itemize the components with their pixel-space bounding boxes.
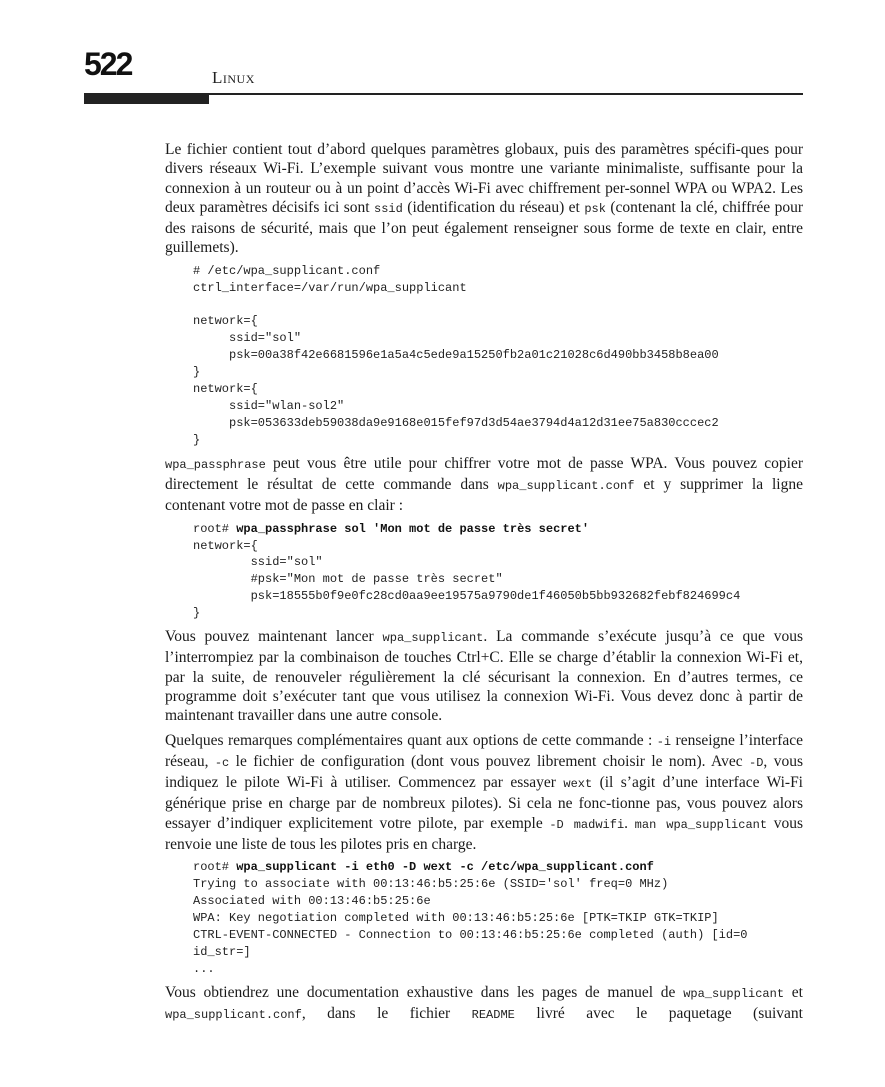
- shell-command: wpa_passphrase sol 'Mon mot de passe très secret': [236, 521, 590, 536]
- shell-command: wpa_supplicant -i eth0 -D wext -c /etc/wpa_supplicant.conf: [236, 860, 654, 875]
- code-line: }: [193, 606, 201, 621]
- text: , vous indiquez le pilote Wi-Fi à utiliser. Commencez par essayer: [165, 752, 803, 792]
- inline-code: -D: [749, 755, 764, 770]
- text: et: [784, 983, 803, 1001]
- shell-prompt: root#: [193, 860, 237, 875]
- code-block-passphrase: [193, 521, 803, 622]
- code-line: }: [193, 365, 201, 380]
- code-line: # /etc/wpa_supplicant.conf: [193, 263, 381, 278]
- text: Le fichier contient tout d’abord quelques paramètres globaux, puis des paramètres spécifi-ques pour divers réseaux Wi-Fi. L’exemple suivant vous montre une variante minimaliste, suffisante pour la connexion à un routeur ou à un point d’accès Wi-Fi avec chiffrement per-sonnel WPA ou WPA2. Les deux paramètres décisifs ici sont: [165, 141, 803, 216]
- text: peut vous être utile pour chiffrer votre mot de passe WPA. Vous pouvez copier directement le résultat de cette commande dans: [165, 454, 803, 494]
- code-line: ssid="sol": [193, 555, 323, 570]
- code-line: Associated with 00:13:46:b5:25:6e: [193, 894, 431, 909]
- code-line: WPA: Key negotiation completed with 00:13:46:b5:25:6e [PTK=TKIP GTK=TKIP]: [193, 911, 719, 926]
- code-line: [193, 521, 803, 538]
- paragraph-documentation: [165, 983, 803, 1026]
- code-line: psk=053633deb59038da9e9168e015fef97d3d54ae3794d4a12d31ee75a830cccec2: [193, 415, 719, 430]
- text: Vous obtiendrez une documentation exhaustive dans les pages de manuel de: [165, 983, 684, 1001]
- code-line: ctrl_interface=/var/run/wpa_supplicant: [193, 280, 467, 295]
- inline-code: README: [471, 1007, 515, 1022]
- code-block-supplicant: [193, 859, 803, 977]
- text: (il s’agit d’une interface Wi-Fi générique prise en charge par de nombreux pilotes). Si cela ne fonc-tionne pas, vous pouvez alors essayer d’indiquer explicitement votre pilote, par exemple: [165, 774, 803, 832]
- inline-code: -i: [656, 734, 672, 749]
- code-line: network={: [193, 314, 258, 329]
- text: renseigne l’interface réseau,: [165, 731, 804, 770]
- paragraph-options: [165, 731, 803, 855]
- text: livré avec le paquetage (suivant: [514, 1004, 803, 1022]
- inline-code: wpa_passphrase: [165, 457, 266, 472]
- text: .: [624, 814, 635, 832]
- text: et y supprimer la ligne contenant votre mot de passe en clair :: [165, 476, 803, 515]
- text: Quelques remarques complémentaires quant aux options de cette commande :: [165, 731, 657, 749]
- code-line: [193, 859, 803, 876]
- code-line: psk=00a38f42e6681596e1a5a4c5ede9a15250fb2a01c21028c6d490bb3458b8ea00: [193, 348, 719, 363]
- code-block-config: [193, 263, 803, 449]
- code-line: }: [193, 432, 201, 447]
- inline-code: wpa_supplicant: [382, 631, 484, 646]
- text: le fichier de configuration (dont vous pouvez librement choisir le nom). Avec: [229, 752, 750, 770]
- inline-code: man wpa_supplicant: [634, 817, 768, 832]
- code-line: #psk="Mon mot de passe très secret": [193, 572, 503, 587]
- inline-code: -c: [214, 755, 230, 770]
- text: (identification du réseau) et: [402, 198, 585, 216]
- code-line: CTRL-EVENT-CONNECTED - Connection to 00:13:46:b5:25:6e completed (auth) [id=0: [193, 927, 748, 942]
- inline-code: ssid: [374, 201, 403, 216]
- code-line: ssid="wlan-sol2": [193, 399, 345, 414]
- running-title: Linux: [212, 68, 255, 87]
- paragraph-passphrase: [165, 454, 803, 516]
- paragraph-intro: [165, 140, 803, 258]
- text: vous renvoie une liste de tous les pilotes pris en charge.: [165, 814, 803, 854]
- paragraph-launch: [165, 627, 803, 725]
- code-line: network={: [193, 538, 258, 553]
- page-number: 522: [84, 46, 132, 82]
- code-line: ...: [193, 961, 215, 976]
- code-line: ssid="sol": [193, 331, 302, 346]
- inline-code: wext: [563, 777, 593, 792]
- text: , dans le fichier: [301, 1004, 472, 1022]
- page-body: [165, 140, 803, 1030]
- text: (contenant la clé, chiffrée pour des raisons de sécurité, mais que l’on peut également renseigner sous forme de texte en clair, entre guillemets).: [165, 198, 804, 257]
- shell-prompt: root#: [193, 521, 237, 536]
- inline-code: wpa_supplicant: [683, 986, 785, 1001]
- inline-code: -D madwifi: [549, 817, 625, 832]
- text: Vous pouvez maintenant lancer: [165, 628, 383, 646]
- inline-code: wpa_supplicant.conf: [497, 479, 635, 494]
- text: . La commande s’exécute jusqu’à ce que vous l’interrompiez par la combinaison de touches Ctrl+C. Elle se charge d’établir la connexion Wi-Fi et, par la suite, de renouveler régulièrement la clé sécurisant la connexion. En d’autres termes, ce programme doit s’exécuter tant que vous utilisez la connexion Wi-Fi. Vous devez donc à partir de maintenant travailler dans une autre console.: [165, 628, 803, 725]
- code-line: [193, 297, 803, 314]
- inline-code: psk: [584, 201, 606, 216]
- code-line: id_str=]: [193, 944, 251, 959]
- code-line: psk=18555b0f9e0fc28cd0aa9ee19575a9790de1f46050b5bb932682febf824699c4: [193, 589, 741, 604]
- code-line: Trying to associate with 00:13:46:b5:25:6e (SSID='sol' freq=0 MHz): [193, 877, 669, 892]
- header-rule-accent: [84, 94, 209, 104]
- code-line: network={: [193, 382, 258, 397]
- inline-code: wpa_supplicant.conf: [165, 1007, 302, 1022]
